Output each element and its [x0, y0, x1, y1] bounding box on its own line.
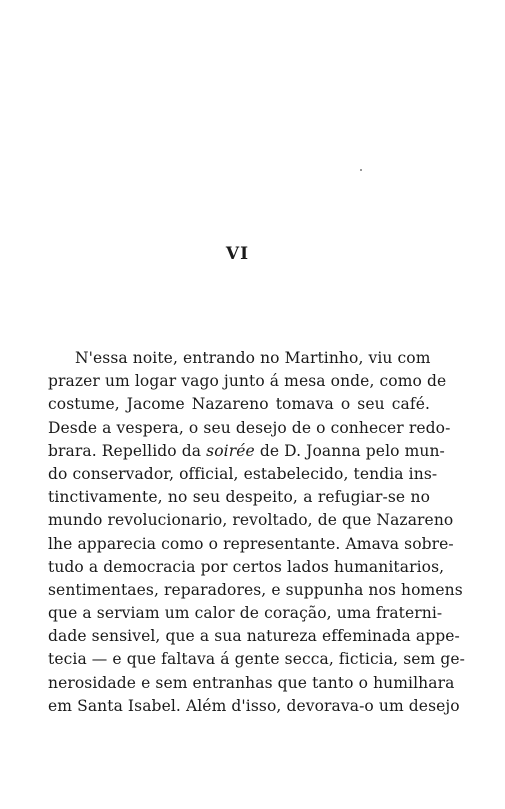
- body-paragraph: [48, 347, 466, 718]
- text-line: tecia — e que faltava á gente secca, ficticia, sem ge-: [48, 650, 466, 669]
- text-line: mundo revolucionario, revoltado, de que Nazareno: [48, 511, 454, 530]
- text-line: em Santa Isabel. Além d'isso, devorava-o um desejo: [48, 696, 460, 715]
- text-line-with-italic: [48, 440, 445, 463]
- text-line: lhe apparecia como o representante. Amava sobre-: [48, 534, 454, 553]
- speck-mark: [360, 169, 362, 171]
- text-line: prazer um logar vago junto á mesa onde, como de: [48, 372, 447, 391]
- text-line: costume, Jacome Nazareno tomava o seu café.: [48, 395, 430, 414]
- text-line: que a serviam um calor de coração, uma fraterni-: [48, 604, 443, 623]
- text-segment: de D. Joanna pelo mun-: [259, 441, 445, 460]
- text-line: tudo a democracia por certos lados humanitarios,: [48, 557, 445, 576]
- text-line: nerosidade e sem entranhas que tanto o humilhara: [48, 673, 455, 692]
- text-line: do conservador, official, estabelecido, tendia ins-: [48, 464, 438, 483]
- text-line: sentimentaes, reparadores, e suppunha nos homens: [48, 580, 463, 599]
- chapter-heading: VI: [225, 244, 250, 264]
- text-line: dade sensivel, que a sua natureza effeminada appe-: [48, 627, 460, 646]
- text-segment: brara. Repellido da: [48, 441, 202, 460]
- text-line: Desde a vespera, o seu desejo de o conhecer redo-: [48, 418, 451, 437]
- text-line: N'essa noite, entrando no Martinho, viu com: [75, 349, 431, 367]
- italic-word: soirée: [206, 441, 255, 460]
- text-line: tinctivamente, no seu despeito, a refugiar-se no: [48, 488, 430, 507]
